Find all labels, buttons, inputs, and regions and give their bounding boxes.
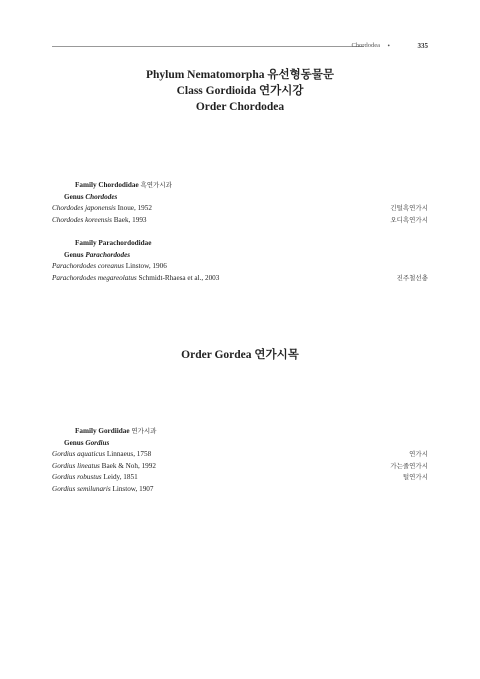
phylum-title: Phylum Nematomorpha 유선형동물문 <box>145 69 335 81</box>
species-author: Linstow, 1907 <box>112 484 154 493</box>
family-heading <box>52 238 428 250</box>
species-korean-name: 가는줄연가시 <box>390 462 428 470</box>
running-header <box>52 41 428 51</box>
species-author: Linnaeus, 1758 <box>106 450 152 458</box>
header-separator: • <box>387 42 390 50</box>
species-korean-name: 오디흑연가시 <box>390 216 428 224</box>
species-author: Schmidt-Rhaesa et al., 2003 <box>138 273 220 282</box>
family-heading <box>52 426 428 438</box>
species-korean-name: 긴털흑연가시 <box>390 205 428 212</box>
species-author: Inoue, 1952 <box>117 204 152 212</box>
species-entry <box>52 273 428 285</box>
family-korean-name: 흑연가시과 <box>140 182 172 189</box>
family-name: Family Chordodidae <box>75 181 139 189</box>
genus-heading <box>52 438 428 450</box>
species-entry <box>52 215 428 227</box>
running-title: Chordodea <box>351 42 380 49</box>
species-entry <box>52 484 428 496</box>
species-scientific-name: Gordius semilunaris <box>52 484 111 493</box>
page-number: 335 <box>417 42 428 50</box>
species-scientific-name: Gordius aquaticus <box>52 450 106 458</box>
species-scientific-name: Parachordodes megareolatus <box>52 273 137 282</box>
taxon-heading <box>0 67 480 115</box>
family-korean-name: 연가시과 <box>131 428 157 435</box>
genus-name: Chordodes <box>85 192 118 201</box>
genus-heading <box>52 192 428 204</box>
species-scientific-name: Parachordodes coreanus <box>52 262 124 270</box>
species-entry <box>52 461 428 473</box>
species-scientific-name: Chordodes japonensis <box>52 204 116 212</box>
genus-prefix: Genus <box>64 192 84 201</box>
family-name: Family Gordiidae <box>75 427 130 435</box>
genus-prefix: Genus <box>64 250 84 259</box>
header-rule <box>52 46 364 47</box>
species-korean-name: 진주철선충 <box>396 274 428 282</box>
species-korean-name: 연가시 <box>409 451 428 458</box>
family-heading <box>52 180 428 192</box>
species-scientific-name: Gordius lineatus <box>52 461 100 470</box>
species-entry <box>52 261 428 273</box>
species-korean-name: 털연가시 <box>402 474 428 481</box>
order-title: Order Chordodea <box>195 101 285 113</box>
species-author: Linstow, 1906 <box>125 262 167 270</box>
genus-name: Gordius <box>85 438 110 447</box>
genus-prefix: Genus <box>64 438 84 447</box>
species-author: Baek & Noh, 1992 <box>101 461 156 470</box>
species-author: Leidy, 1851 <box>103 473 138 481</box>
class-title: Class Gordioida 연가시강 <box>176 85 304 97</box>
species-scientific-name: Gordius robustus <box>52 473 102 481</box>
family-name: Family Parachordodidae <box>75 239 152 247</box>
species-scientific-name: Chordodes koreensis <box>52 215 112 224</box>
species-entry <box>52 449 428 461</box>
chordodea-list <box>52 180 428 284</box>
species-entry <box>52 472 428 484</box>
species-author: Baek, 1993 <box>113 215 147 224</box>
genus-heading <box>52 250 428 262</box>
order-gordea-title: Order Gordea 연가시목 <box>181 349 299 361</box>
gordea-list <box>52 426 428 495</box>
genus-name: Parachordodes <box>85 250 131 259</box>
species-entry <box>52 203 428 215</box>
